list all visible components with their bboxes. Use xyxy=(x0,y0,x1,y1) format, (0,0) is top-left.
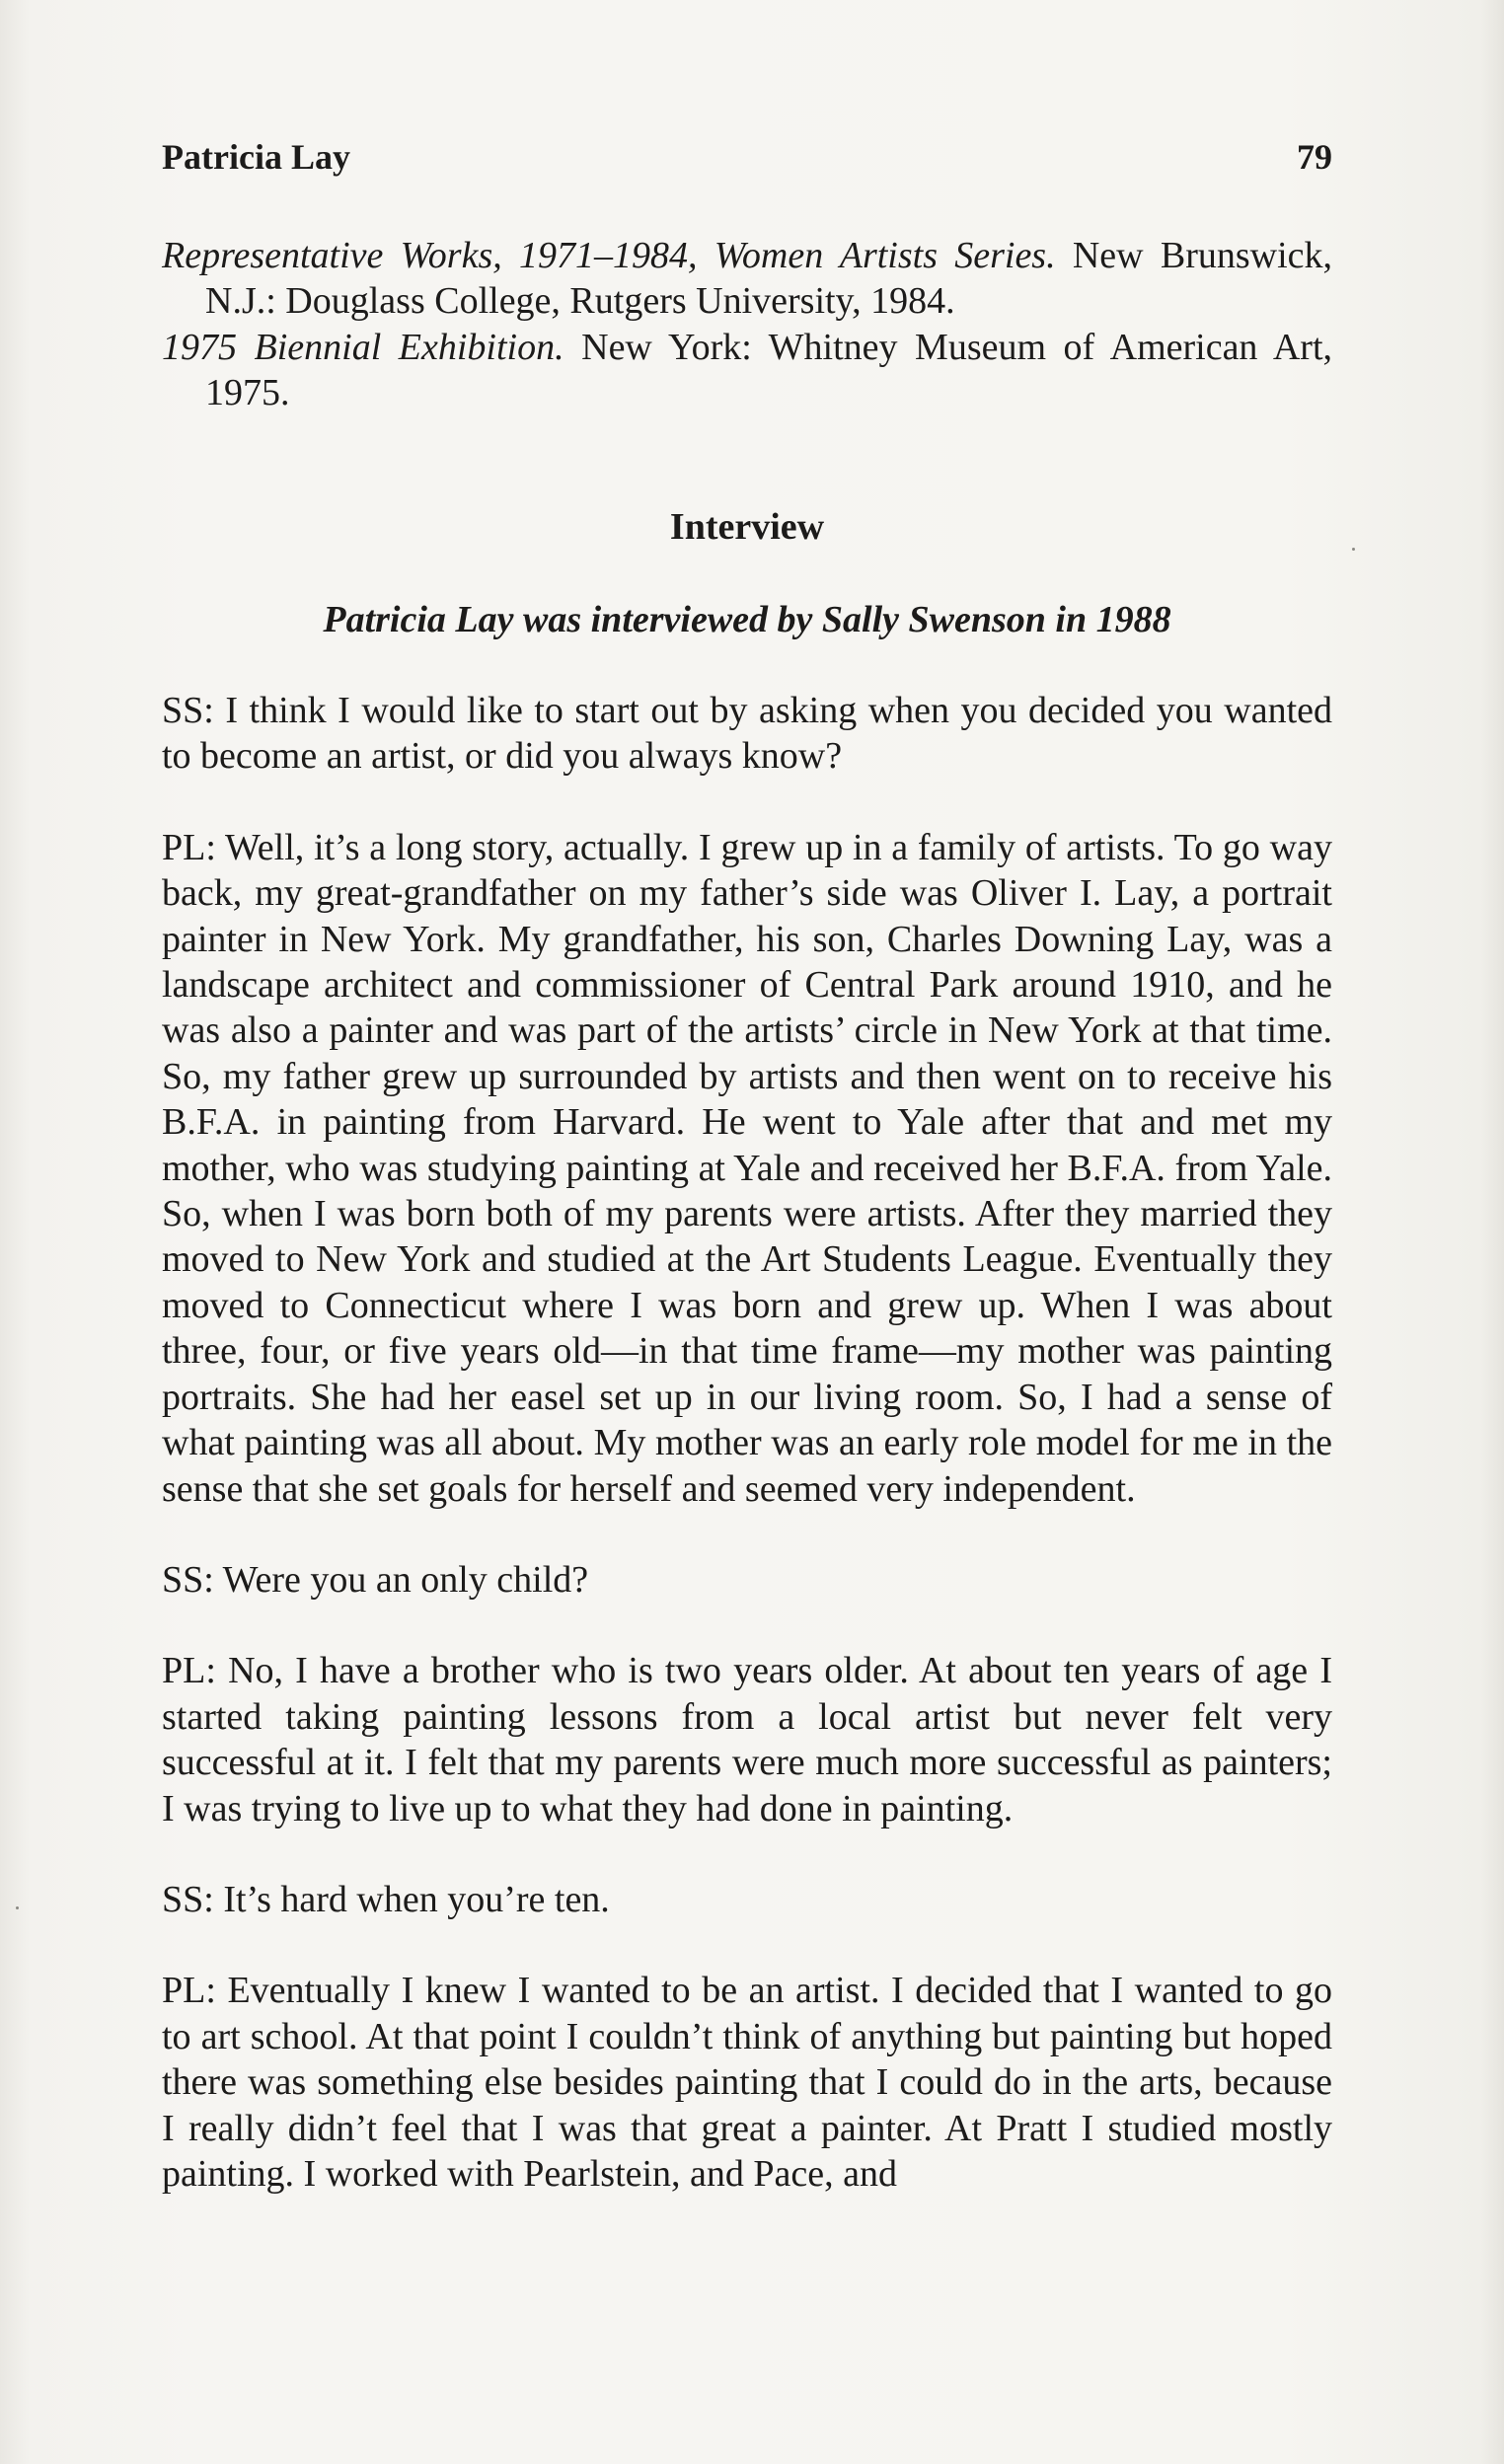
running-head xyxy=(162,136,1332,186)
reference-title: Representative Works, 1971–1984, Women Artists Series. xyxy=(162,235,1056,276)
interview-paragraph: SS: Were you an only child? xyxy=(162,1558,589,1601)
running-head-author: Patricia Lay xyxy=(162,137,350,177)
interview-body xyxy=(162,688,1332,2242)
reference-details: New Brunswick, N.J.: Douglass College, Rutgers University, 1984. xyxy=(205,235,1332,323)
interview-paragraph: SS: It’s hard when you’re ten. xyxy=(162,1878,610,1920)
interview-paragraph: PL: Well, it’s a long story, actually. I grew up in a family of artists. To go way back, my great-grandfather on my father’s side was Oliver I. Lay, a portrait painter in New York. My grandfather, his son, Charles Downing Lay, was a landscape architect and commissioner of Central Park around 1910, and he was also a painter and was part of the artists’ circle in New York at that time. So, my father grew up surrounded by artists and then went on to receive his B.F.A. in painting from Harvard. He went to Yale after that and met my mother, who was studying painting at Yale and received her B.F.A. from Yale. So, when I was born both of my parents were artists. After they married they moved to New York and studied at the Art Students League. Eventually they moved to Connecticut where I was born and grew up. When I was about three, four, or five years old—in that time frame—my mother was painting portraits. She had her easel set up in our living room. So, I had a sense of what painting was all about. My mother was an early role model for me in the sense that she set goals for herself and seemed very independent. xyxy=(162,826,1332,1510)
section-heading: Interview xyxy=(669,506,825,548)
paper-speck xyxy=(16,1906,19,1909)
reference-item xyxy=(162,325,1332,416)
interview-note: Patricia Lay was interviewed by Sally Swenson in 1988 xyxy=(323,599,1171,640)
reference-list xyxy=(162,233,1332,416)
page-number: 79 xyxy=(1297,137,1332,177)
interview-paragraph: SS: I think I would like to start out by asking when you decided you wanted to become an artist, or did you always know? xyxy=(162,690,1332,778)
interview-paragraph: PL: No, I have a brother who is two years older. At about ten years of age I started taking painting lessons from a local artist but never felt very successful at it. I felt that my parents were much more successful as painters; I was trying to live up to what they had done in painting. xyxy=(162,1650,1332,1829)
reference-title: 1975 Biennial Exhibition. xyxy=(162,326,564,368)
interview-paragraph: PL: Eventually I knew I wanted to be an artist. I decided that I wanted to go to art school. At that point I couldn’t think of anything but painting but hoped there was something else besides painting that I could do in the arts, because I really didn’t feel that I was that great a painter. At Pratt I studied mostly painting. I worked with Pearlstein, and Pace, and xyxy=(162,1970,1332,2195)
reference-item xyxy=(162,233,1332,325)
paper-speck xyxy=(1352,548,1355,551)
reference-details: New York: Whitney Museum of American Art, 1975. xyxy=(205,326,1333,414)
